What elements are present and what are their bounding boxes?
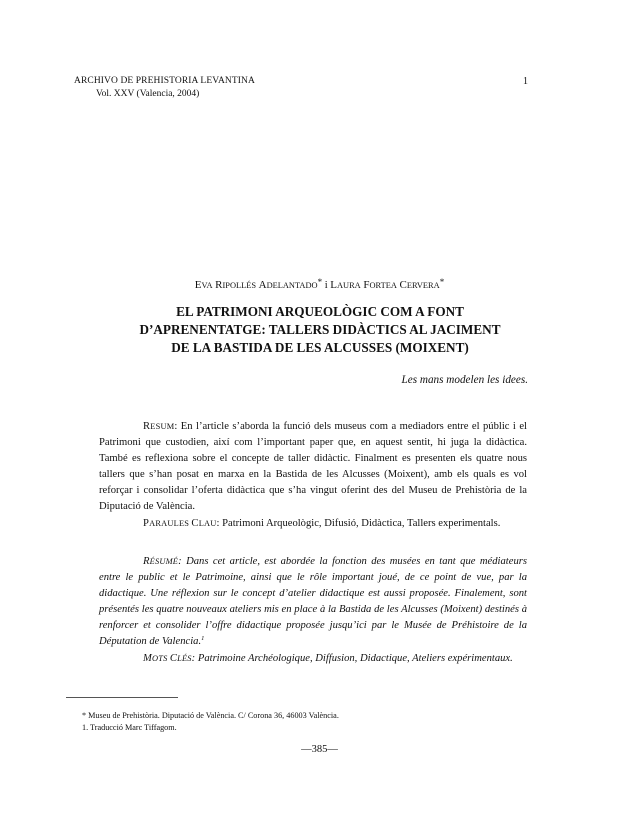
journal-title: ARCHIVO DE PREHISTORIA LEVANTINA — [74, 76, 255, 86]
abstract-french-label: RÉSUMÉ — [143, 555, 179, 567]
footnote-1: 1. Traducció Marc Tiffagom. — [82, 723, 177, 732]
author-2-affiliation-mark: * — [439, 277, 445, 287]
keywords-french-label: MOTS CLÉS — [143, 653, 192, 665]
abstract-catalan-label: RESUM — [143, 421, 175, 432]
author-conjunction: i — [324, 280, 328, 291]
author-1-affiliation-mark: * — [317, 277, 323, 287]
keywords-french: MOTS CLÉS: Patrimoine Archéologique, Diffusion, Didactique, Ateliers expérimentaux. — [143, 653, 513, 665]
epigraph: Les mans modelen les idees. — [401, 374, 528, 386]
title-line-3: DE LA BASTIDA DE LES ALCUSSES (MOIXENT) — [171, 340, 469, 355]
abstracts — [99, 419, 527, 667]
abstract-french-text: Dans cet article, est abordée la fonction des musées en tant que médiateurs entre le public et le Patrimoine, ainsi que le rôle important joué, de ce point de vue, par la didactique. Une réflexion sur le concept d’atelier didactique est aussi proposée. Finalement, sont présentés les quatre nouveaux ateliers mis en place à la Bastida de les Alcusses (Moixent) destinés à renforcer et consolider l’offre didactique proposée jusqu’ici par le Musée de Préhistoire de la Députation de Valencia. — [99, 555, 527, 648]
footnote-affiliation: * Museu de Prehistòria. Diputació de València. C/ Corona 36, 46003 València. — [82, 711, 339, 720]
keywords-catalan: PARAULES CLAU: Patrimoni Arqueològic, Difusió, Didàctica, Tallers experimentals. — [143, 517, 501, 529]
page-number: —385— — [301, 744, 338, 755]
keywords-catalan-label: PARAULES CLAU — [143, 517, 217, 529]
title-line-2: D’APRENENTATGE: TALLERS DIDÀCTICS AL JACIMENT — [139, 322, 501, 337]
keywords-catalan-text: Patrimoni Arqueològic, Difusió, Didàctica, Tallers experimentals. — [219, 517, 501, 529]
abstract-catalan-text: En l’article s’aborda la funció dels museus com a mediadors entre el públic i el Patrimoni que custodien, així com l’important paper que, en aquest sentit, hi juga la didàctica. També es reflexiona sobre el concepte de taller didàctic. Finalment es presenten els quatre nous tallers que s’han posat en marxa en la Bastida de les Alcusses (Moixent), amb els quals es vol reforçar i consolidar l’oferta didàctica que s’ha vingut oferint des del Museu de Prehistòria de la Diputació de València. — [99, 421, 527, 513]
footnotes — [82, 710, 339, 734]
title-line-1: EL PATRIMONI ARQUEOLÒGIC COM A FONT — [176, 304, 464, 319]
article-title — [70, 303, 570, 357]
abstract-catalan: RESUM: En l’article s’aborda la funció dels museus com a mediadors entre el públic i el Patrimoni que custodien, així com l’important paper que, en aquest sentit, hi juga la didàctica. També es reflexiona sobre el concepte de taller didàctic. Finalment es presenten els quatre nous tallers que s’han posat en marxa en la Bastida de les Alcusses (Moixent), amb els quals es vol reforçar i consolidar l’oferta didàctica que s’ha vingut oferint des del Museu de Prehistòria de la Diputació de València. — [99, 421, 527, 513]
author-1: EVA RIPOLLÉS ADELANTADO — [194, 279, 318, 291]
page-corner-number: 1 — [523, 76, 528, 87]
author-2: LAURA FORTEA CERVERA — [330, 279, 440, 291]
authors-line — [0, 279, 639, 291]
journal-volume: Vol. XXV (Valencia, 2004) — [96, 89, 200, 99]
footnote-ref-1: 1 — [201, 635, 205, 643]
abstract-french: RÉSUMÉ: Dans cet article, est abordée la fonction des musées en tant que médiateurs entre le public et le Patrimoine, ainsi que le rôle important joué, de ce point de vue, par la didactique. Une réflexion sur le concept d’atelier didactique est aussi proposée. Finalement, sont présentés les quatre nouveaux ateliers mis en place à la Bastida de les Alcusses (Moixent) destinés à renforcer et consolider l’offre didactique proposée jusqu’ici par le Musée de Préhistoire de la Députation de Valencia.$^1$ — [99, 555, 527, 648]
keywords-french-text: Patrimoine Archéologique, Diffusion, Didactique, Ateliers expérimentaux. — [195, 653, 513, 665]
footnote-rule — [66, 697, 178, 698]
